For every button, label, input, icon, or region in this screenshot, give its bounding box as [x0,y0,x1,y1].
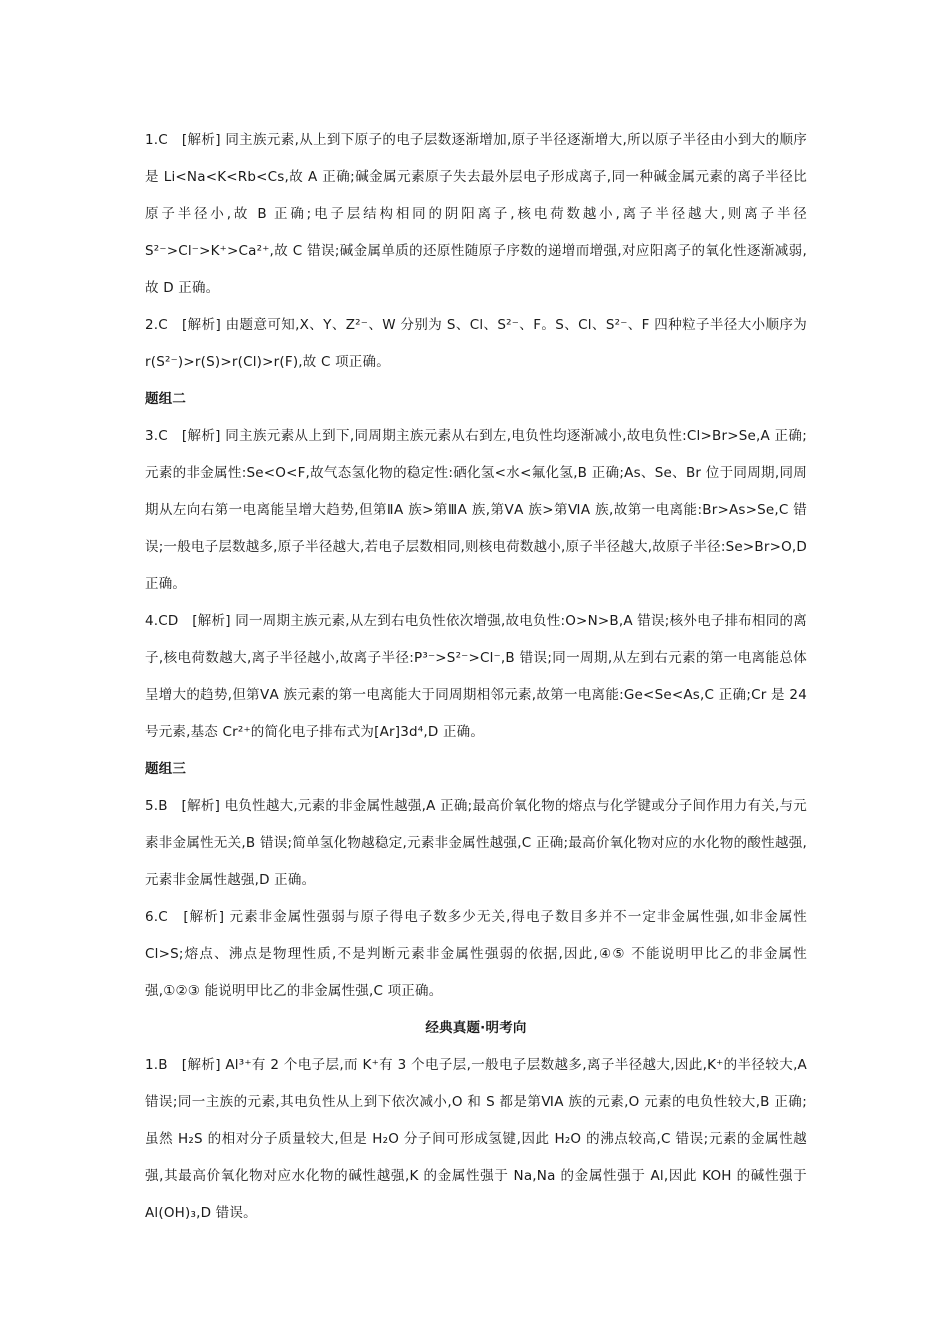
answer-4: 4.CD [解析] 同一周期主族元素,从左到右电负性依次增强,故电负性:O>N>B,A 错误;核外电子排布相同的离子,核电荷数越大,离子半径越小,故离子半径:P³⁻>S²⁻>Cl⁻,B 错误;同一周期,从左到右元素的第一电离能总体呈增大的趋势,但第ⅤA 族元素的第一电离能大于同周期相邻元素,故第一电离能:Ge<Se<As,C 正确;Cr 是 24 号元素,基态 Cr²⁺的简化电子排布式为[Ar]3d⁴,D 正确。 [145,613,807,740]
answer-2: 2.C [解析] 由题意可知,X、Y、Z²⁻、W 分别为 S、Cl、S²⁻、F。S、Cl、S²⁻、F 四种粒子半径大小顺序为 r(S²⁻)>r(S)>r(Cl)>r(F),故 C 项正确。 [145,317,807,370]
answer-5: 5.B [解析] 电负性越大,元素的非金属性越强,A 正确;最高价氧化物的熔点与化学键或分子间作用力有关,与元素非金属性无关,B 错误;简单氢化物越稳定,元素非金属性越强,C 正确;最高价氧化物对应的水化物的酸性越强,元素非金属性越强,D 正确。 [145,798,807,888]
exam-answer-1: 1.B [解析] Al³⁺有 2 个电子层,而 K⁺有 3 个电子层,一般电子层数越多,离子半径越大,因此,K⁺的半径较大,A 错误;同一主族的元素,其电负性从上到下依次减小,O 和 S 都是第ⅥA 族的元素,O 元素的电负性较大,B 正确;虽然 H₂S 的相对分子质量较大,但是 H₂O 分子间可形成氢键,因此 H₂O 的沸点较高,C 错误;元素的金属性越强,其最高价氧化物对应水化物的碱性越强,K 的金属性强于 Na,Na 的金属性强于 Al,因此 KOH 的碱性强于 Al(OH)₃,D 错误。 [145,1057,807,1221]
answer-6: 6.C [解析] 元素非金属性强弱与原子得电子数多少无关,得电子数目多并不一定非金属性强,如非金属性 Cl>S;熔点、沸点是物理性质,不是判断元素非金属性强弱的依据,因此,④⑤ 不能说明甲比乙的非金属性强,①②③ 能说明甲比乙的非金属性强,C 项正确。 [145,909,807,999]
group-heading-2: 题组二 [145,391,187,407]
section-title: 经典真题·明考向 [425,1020,527,1036]
answer-content [145,122,807,1232]
answer-1: 1.C [解析] 同主族元素,从上到下原子的电子层数逐渐增加,原子半径逐渐增大,所以原子半径由小到大的顺序是 Li<Na<K<Rb<Cs,故 A 正确;碱金属元素原子失去最外层电子形成离子,同一种碱金属元素的离子半径比原子半径小,故 B 正确;电子层结构相同的阴阳离子,核电荷数越小,离子半径越大,则离子半径 S²⁻>Cl⁻>K⁺>Ca²⁺,故 C 错误;碱金属单质的还原性随原子序数的递增而增强,对应阳离子的氧化性逐渐减弱,故 D 正确。 [145,132,807,296]
answer-3: 3.C [解析] 同主族元素从上到下,同周期主族元素从右到左,电负性均逐渐减小,故电负性:Cl>Br>Se,A 正确;元素的非金属性:Se<O<F,故气态氢化物的稳定性:硒化氢<水<氟化氢,B 正确;As、Se、Br 位于同周期,同周期从左向右第一电离能呈增大趋势,但第ⅡA 族>第ⅢA 族,第ⅤA 族>第ⅥA 族,故第一电离能:Br>As>Se,C 错误;一般电子层数越多,原子半径越大,若电子层数相同,则核电荷数越小,原子半径越大,故原子半径:Se>Br>O,D 正确。 [145,428,807,592]
group-heading-3: 题组三 [145,761,187,777]
